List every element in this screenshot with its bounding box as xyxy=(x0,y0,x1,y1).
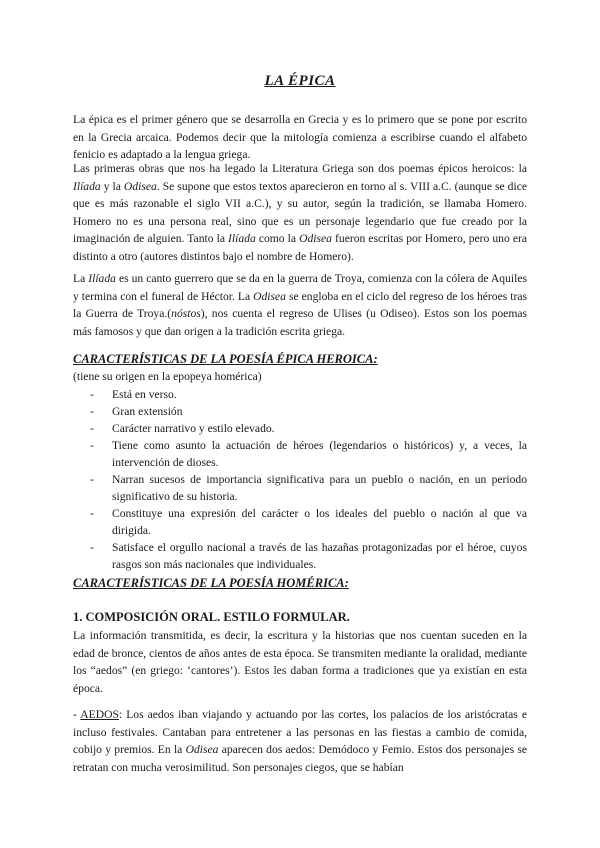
list-item xyxy=(90,505,527,539)
aedos-paragraph xyxy=(73,706,527,776)
text-run: como la xyxy=(255,232,300,246)
dash-bullet: - xyxy=(90,507,94,520)
text-run: - xyxy=(73,708,81,721)
text-run: se engloba en el ciclo del regreso de los héroes tras la Guerra de Troya.( xyxy=(73,289,527,321)
intro-paragraph-1: La épica es el primer género que se desarrolla en Grecia y es lo primero que se pone por escrito en la Grecia arcaica. Podemos decir que la mitología comienza a escribirse cuando el alfabeto fenicio es adaptado a la lengua griega. xyxy=(73,113,527,162)
text-run: Las primeras obras que nos ha legado la Literatura Griega son dos poemas épicos heroicos: la xyxy=(73,162,527,175)
heroica-list xyxy=(90,386,527,573)
list-item-text: Está en verso. xyxy=(112,388,177,401)
text-run: aparecen dos aedos: Demódoco y Femio. Estos dos personajes se retratan con mucha verosimilitud. Son personajes ciegos, que se habían xyxy=(73,743,527,774)
list-item-text: Tiene como asunto la actuación de héroes (legendarios o históricos) y, a veces, la intervención de dioses. xyxy=(112,439,527,469)
text-run: es un canto guerrero que se da en la guerra de Troya, comienza con la cólera de Aquiles y termina con el funeral de Héctor. La xyxy=(73,272,527,303)
dash-bullet: - xyxy=(90,439,94,452)
aedos-label: AEDOS xyxy=(80,708,119,721)
list-item-text: Constituye una expresión del carácter o los ideales del pueblo o nación al que va dirigida. xyxy=(112,507,527,537)
odisea-title: Odisea xyxy=(253,289,286,303)
list-item xyxy=(90,403,527,420)
list-item-text: Satisface el orgullo nacional a través de las hazañas protagonizadas por el héroe, cuyos rasgos son más nacionales que individuales. xyxy=(112,541,527,571)
dash-bullet: - xyxy=(90,473,94,486)
text-run: La xyxy=(73,272,89,285)
section-1-title: 1. COMPOSICIÓN ORAL. ESTILO FORMULAR. xyxy=(73,610,350,624)
list-item-text: Narran sucesos de importancia significativa para un pueblo o nación, en un periodo significativo de su historia. xyxy=(112,473,527,503)
odisea-title: Odisea xyxy=(123,179,157,193)
list-item xyxy=(90,420,527,437)
intro-paragraph-3 xyxy=(73,270,527,340)
text-run: . Se supone que estos textos aparecieron en torno al s. VIII a.C. (aunque se dice que es más razonable el siglo VII a.C.), y su autor, según la tradición, se llamaba Homero. Homero no es una persona real, sino que es un personaje legendario que fue creado por la imaginación de alguien. Tanto la xyxy=(73,179,527,246)
homerica-heading: CARACTERÍSTICAS DE LA POESÍA HOMÉRICA: xyxy=(73,576,349,590)
dash-bullet: - xyxy=(90,422,94,435)
text-run: : Los aedos iban viajando y actuando por las cortes, los palacios de los aristócratas e incluso festivales. Cantaban para entretener a las personas en las fiestas a cambio de comida, cobijo y premios. En la xyxy=(73,708,527,757)
iliada-title: Ilíada xyxy=(73,179,101,193)
odisea-title: Odisea xyxy=(185,743,219,757)
dash-bullet: - xyxy=(90,405,94,418)
page-title: LA ÉPICA xyxy=(264,73,336,89)
intro-paragraph-2 xyxy=(73,160,527,266)
text-run: y la xyxy=(100,179,124,193)
heroica-heading: CARACTERÍSTICAS DE LA POESÍA ÉPICA HEROICA: xyxy=(73,352,378,366)
list-item xyxy=(90,539,527,573)
nostos-term: nóstos xyxy=(171,307,201,321)
iliada-title: Ilíada xyxy=(88,272,116,285)
list-item xyxy=(90,437,527,471)
dash-bullet: - xyxy=(90,388,94,401)
iliada-title: Ilíada xyxy=(228,232,256,246)
dash-bullet: - xyxy=(90,541,94,554)
section-1-text: La información transmitida, es decir, la escritura y la historias que nos cuentan suceden en la edad de bronce, cientos de años antes de esta época. Se transmiten mediante la oralidad, mediante los “aedos” (en griego: ‘cantores’). Estos les daban forma a tradiciones que ya existían en esta época. xyxy=(73,629,527,695)
text-run: fueron escritas por Homero, pero uno era distinto a otro (autores distintos bajo el nombre de Homero). xyxy=(73,232,528,263)
list-item xyxy=(90,386,527,403)
list-item-text: Gran extensión xyxy=(112,405,183,418)
list-item-text: Carácter narrativo y estilo elevado. xyxy=(112,422,275,435)
odisea-title: Odisea xyxy=(299,232,332,246)
heroica-note: (tiene su origen en la epopeya homérica) xyxy=(73,370,262,383)
text-run: ), nos cuenta el regreso de Ulises (u Odiseo). Estos son los poemas más famosos y que dan origen a la tradición escrita griega. xyxy=(73,307,528,338)
list-item xyxy=(90,471,527,505)
